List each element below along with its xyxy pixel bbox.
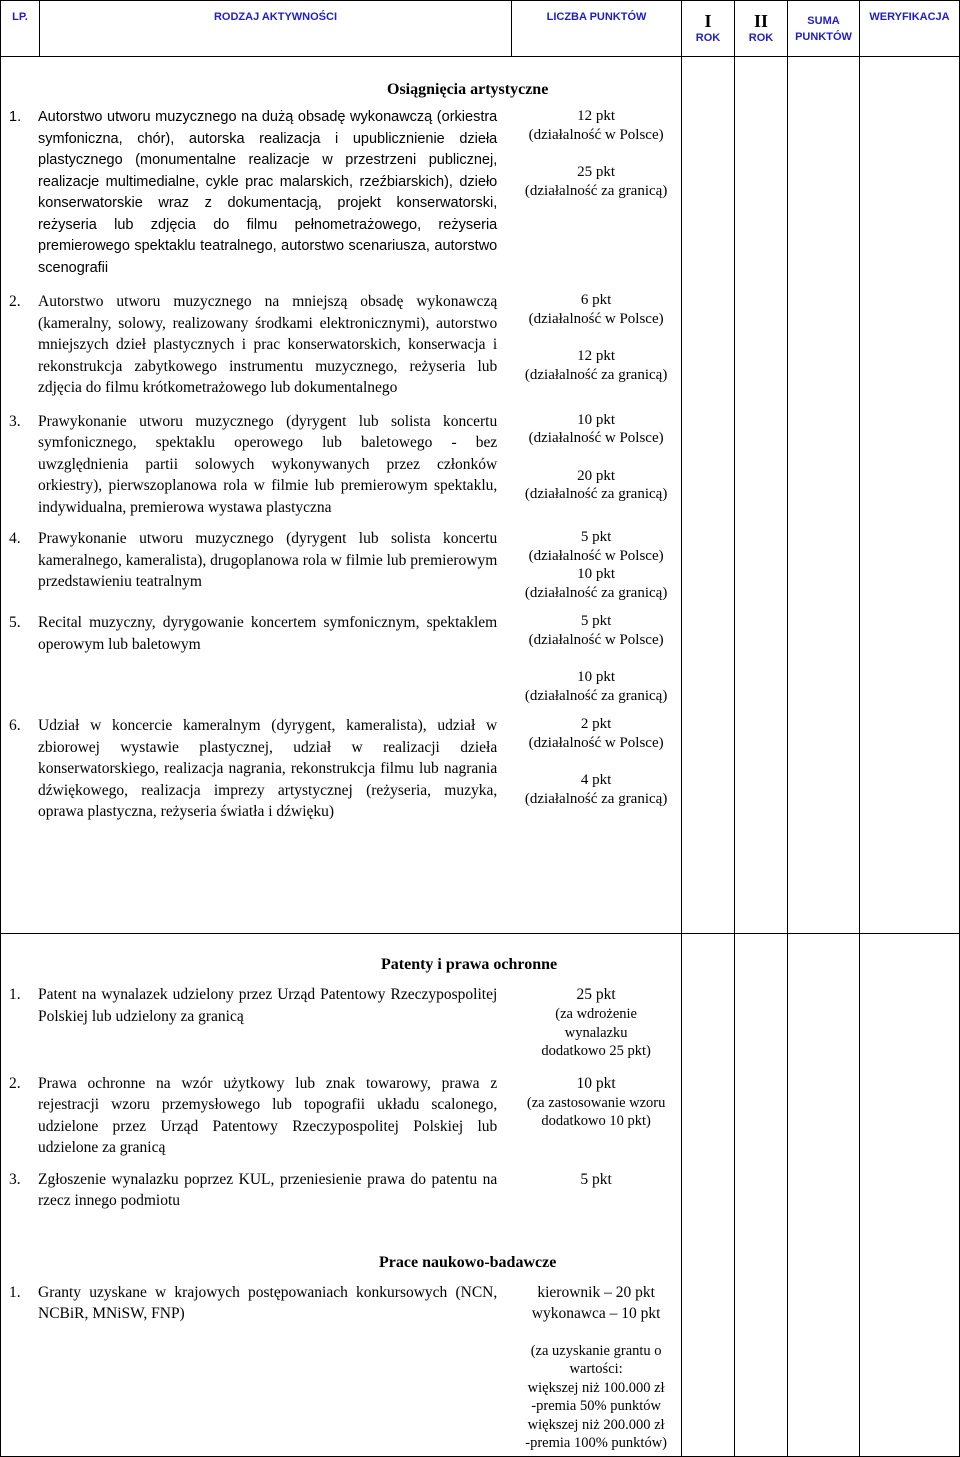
item-text: Autorstwo utworu muzycznego na dużą obsadę wykonawczą (orkiestra symfoniczna, chór), autorska realizacja i upublicznienie dzieła plastycznego (monumentalne realizacje w przestrzeni publicznej, realizacje multimedialne, cykle prac malarskich, rzeźbiarskich), dzieło konserwatorskie wraz z dokumentacją, projekt konserwatorski, reżyseria lub zdjęcia do filmu pełnometrażowego, reżyseria premierowego spektaklu teatralnego, autorstwo scenariusza, autorstwo scenografii: [38, 109, 498, 276]
item-number: 1.: [9, 1283, 21, 1301]
item-text: Patent na wynalazek udzielony przez Urząd Patentowy Rzeczypospolitej Polskiej lub udzielony za granicą: [38, 986, 498, 1025]
section-title-patents: Patenty i prawa ochronne: [381, 956, 558, 973]
item-points: 6 pkt (działalność w Polsce) 12 pkt (działalność za granicą): [524, 292, 668, 383]
section-patents-row: [1, 934, 960, 1457]
section-patents: [1, 934, 682, 1457]
item-number: 2.: [9, 293, 21, 310]
list-item: [1, 612, 681, 705]
header-lp: LP.: [1, 1, 40, 57]
header-activity: RODZAJ AKTYWNOŚCI: [40, 1, 512, 57]
item-points: 2 pkt (działalność w Polsce) 4 pkt (działalność za granicą): [524, 716, 668, 807]
section-artistic-row: [1, 57, 960, 934]
list-item: [1, 1073, 681, 1159]
item-number: 1.: [9, 986, 21, 1003]
list-item: [1, 528, 681, 602]
list-item: [1, 411, 681, 519]
list-item: [1, 107, 681, 279]
item-number: 2.: [9, 1074, 21, 1092]
item-points: 25 pkt (za wdrożenie wynalazku dodatkowo 25 pkt): [541, 986, 651, 1059]
section-title-artistic: Osiągnięcia artystyczne: [387, 81, 549, 98]
item-points: 5 pkt (działalność w Polsce) 10 pkt (działalność za granicą): [524, 613, 668, 704]
item-points: 12 pkt (działalność w Polsce) 25 pkt (działalność za granicą): [524, 108, 668, 199]
list-item: [1, 715, 681, 823]
item-number: 4.: [9, 530, 21, 547]
item-text: Udział w koncercie kameralnym (dyrygent, kameralista), udział w zbiorowej wystawie plastycznej, udział w realizacji dzieła konserwatorskiego, realizacja nagrania, rekonstrukcja filmu lub nagrania dźwiękowego, realizacja imprezy artystycznej (reżyseria, muzyka, oprawa plastyczna, reżyseria światła i dźwięku): [38, 717, 498, 820]
item-number: 6.: [9, 717, 21, 734]
header-year-2: II ROK: [735, 1, 788, 57]
item-number: 1.: [9, 109, 22, 125]
header-verification: WERYFIKACJA: [860, 1, 960, 57]
section-title-research: Prace naukowo-badawcze: [379, 1253, 557, 1271]
item-text: Recital muzyczny, dyrygowanie koncertem symfonicznym, spektaklem operowym lub baletowym: [38, 614, 498, 653]
header-year-1: I ROK: [682, 1, 735, 57]
item-points: 5 pkt: [580, 1170, 612, 1188]
header-points: LICZBA PUNKTÓW: [512, 1, 682, 57]
item-text: Prawa ochronne na wzór użytkowy lub znak towarowy, prawa z rejestracji wzoru przemysłowego lub topografii układu scalonego, udzielone przez Urząd Patentowy Rzeczypospolitej Polskiej lub udzielone za granicą: [38, 1074, 498, 1156]
item-points: 5 pkt (działalność w Polsce) 10 pkt (działalność za granicą): [524, 529, 668, 601]
item-number: 5.: [9, 614, 21, 631]
item-number: 3.: [9, 412, 21, 430]
list-item: [1, 984, 681, 1061]
list-item: [1, 1282, 681, 1453]
list-item: [1, 1169, 681, 1212]
item-text: Granty uzyskane w krajowych postępowaniach konkursowych (NCN, NCBiR, MNiSW, FNP): [38, 1283, 498, 1322]
item-number: 3.: [9, 1170, 21, 1188]
header-sum: SUMA PUNKTÓW: [788, 1, 860, 57]
item-text: Prawykonanie utworu muzycznego (dyrygent lub solista koncertu symfonicznego, spektaklu operowego lub baletowego - bez uwzględnienia partii solowych wykonywanych przez członków orkiestry), pierwszoplanowa rola w filmie lub premierowym spektaklu, indywidualna, premierowa wystawa plastyczna: [38, 412, 498, 516]
item-text: Autorstwo utworu muzycznego na mniejszą obsadę wykonawczą (kameralny, solowy, realizowany środkami elektronicznymi), autorstwo mniejszych dzieł plastycznych i prac konserwatorskich, konserwacja i rekonstrukcja zabytkowego instrumentu muzycznego, reżyseria lub zdjęcia do filmu krótkometrażowego lub dokumentalnego: [38, 293, 498, 396]
item-text: Zgłoszenie wynalazku poprzez KUL, przeniesienie prawa do patentu na rzecz innego podmiotu: [38, 1170, 498, 1209]
item-points: kierownik – 20 pkt wykonawca – 10 pkt (za uzyskanie grantu o wartości: większej niż 100.000 zł -premia 50% punktów większej niż 200.000 zł -premia 100% punktów): [525, 1283, 667, 1451]
item-points: 10 pkt (za zastosowanie wzoru dodatkowo 10 pkt): [526, 1074, 666, 1129]
item-text: Prawykonanie utworu muzycznego (dyrygent lub solista koncertu kameralnego, kameralista), drugoplanowa rola w filmie lub premierowym przedstawieniu teatralnym: [38, 530, 498, 590]
list-item: [1, 291, 681, 399]
header-row: [1, 1, 960, 57]
section-artistic: [1, 57, 682, 934]
item-points: 10 pkt (działalność w Polsce) 20 pkt (działalność za granicą): [524, 411, 668, 502]
